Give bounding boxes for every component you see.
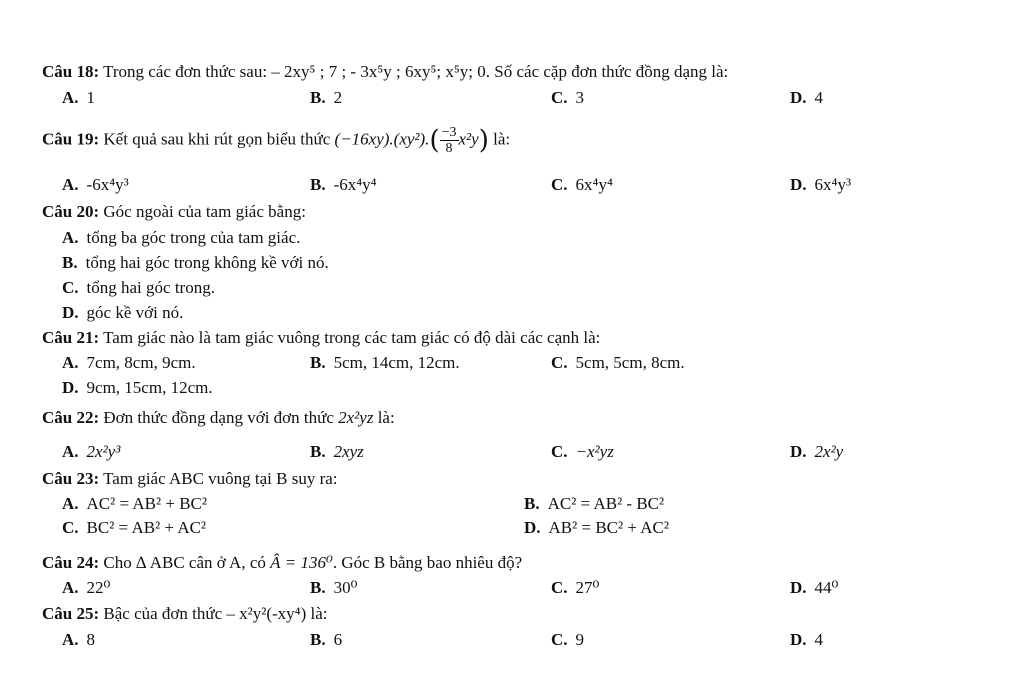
q24-option-c: C. 27⁰ [551, 578, 600, 597]
q21-label: Câu 21: [42, 328, 100, 347]
q23-label: Câu 23: [42, 469, 100, 488]
q24-angle: Â = 136⁰ [270, 553, 333, 572]
q21-text: Tam giác nào là tam giác vuông trong các tam giác có độ dài các cạnh là: [103, 328, 601, 347]
q22-option-b: B. 2xyz [310, 442, 364, 461]
q18-label: Câu 18: [42, 62, 100, 81]
q18-option-d: D. 4 [790, 88, 824, 107]
q19-expr-b: x²y [458, 129, 479, 149]
question-18 [42, 62, 728, 82]
question-20 [42, 202, 306, 222]
q21-option-a: A. 7cm, 8cm, 9cm. [62, 353, 196, 372]
q19-suffix: là: [493, 129, 511, 149]
q23-text: Tam giác ABC vuông tại B suy ra: [103, 469, 338, 488]
question-24 [42, 553, 522, 573]
q21-option-d: D. 9cm, 15cm, 12cm. [62, 378, 213, 397]
q19-option-b: B. -6x⁴y⁴ [310, 175, 377, 194]
q24-prefix: Cho ∆ ABC cân ở A, có [103, 553, 266, 572]
q18-option-a: A. 1 [62, 88, 96, 107]
q19-label: Câu 19: [42, 129, 100, 149]
q19-fraction: $\frac{-3}{8}$ [441, 125, 457, 156]
q25-option-a: A. 8 [62, 630, 96, 649]
q21-option-b: B. 5cm, 14cm, 12cm. [310, 353, 460, 372]
q25-option-c: C. 9 [551, 630, 585, 649]
q19-option-a: A. -6x⁴y³ [62, 175, 129, 194]
q24-label: Câu 24: [42, 553, 100, 572]
q18-option-b: B. 2 [310, 88, 343, 107]
question-23 [42, 469, 338, 489]
q21-option-c: C. 5cm, 5cm, 8cm. [551, 353, 685, 372]
q22-prefix: Đơn thức đồng dạng với đơn thức [103, 408, 334, 427]
q22-expr: 2x²yz [338, 408, 374, 427]
q20-option-c: C. tổng hai góc trong. [62, 278, 215, 297]
q20-text: Góc ngoài của tam giác bằng: [103, 202, 306, 221]
q24-option-d: D. 44⁰ [790, 578, 839, 597]
q25-text: Bậc của đơn thức – x²y²(-xy⁴) là: [103, 604, 328, 623]
q22-label: Câu 22: [42, 408, 100, 427]
q25-label: Câu 25: [42, 604, 100, 623]
q22-option-a: A. 2x²y³ [62, 442, 121, 461]
q25-option-b: B. 6 [310, 630, 343, 649]
q24-option-b: B. 30⁰ [310, 578, 358, 597]
q23-option-c: C. BC² = AB² + AC² [62, 518, 207, 537]
q22-option-c: C. −x²yz [551, 442, 614, 461]
q23-option-d: D. AB² = BC² + AC² [524, 518, 669, 537]
q19-prefix: Kết quả sau khi rút gọn biểu thức [103, 129, 331, 149]
q19-option-d: D. 6x⁴y³ [790, 175, 852, 194]
question-21 [42, 328, 600, 348]
q20-label: Câu 20: [42, 202, 100, 221]
question-25 [42, 604, 328, 624]
q24-option-a: A. 22⁰ [62, 578, 111, 597]
q25-option-d: D. 4 [790, 630, 824, 649]
q22-suffix: là: [377, 408, 395, 427]
question-19: Câu 19: Kết quả sau khi rút gọn biểu thức (−16xy).(xy²).( $\frac{-3}{8}$ x²y) là: [42, 125, 511, 156]
q20-option-b: B. tổng hai góc trong không kề với nó. [62, 253, 329, 272]
q18-text: Trong các đơn thức sau: – 2xy⁵ ; 7 ; - 3x⁵y ; 6xy⁵; x⁵y; 0. Số các cặp đơn thức đồng dạng là: [103, 62, 729, 81]
q20-option-a: A. tổng ba góc trong của tam giác. [62, 228, 301, 247]
q19-option-c: C. 6x⁴y⁴ [551, 175, 613, 194]
q23-option-a: A. AC² = AB² + BC² [62, 494, 207, 513]
q24-suffix: . Góc B bằng bao nhiêu độ? [332, 553, 523, 572]
q20-option-d: D. góc kề với nó. [62, 303, 184, 322]
q19-expr-a: (−16xy).(xy²). [334, 129, 430, 149]
q22-option-d: D. 2x²y [790, 442, 844, 461]
q23-option-b: B. AC² = AB² - BC² [524, 494, 665, 513]
question-22 [42, 408, 395, 428]
q18-option-c: C. 3 [551, 88, 585, 107]
